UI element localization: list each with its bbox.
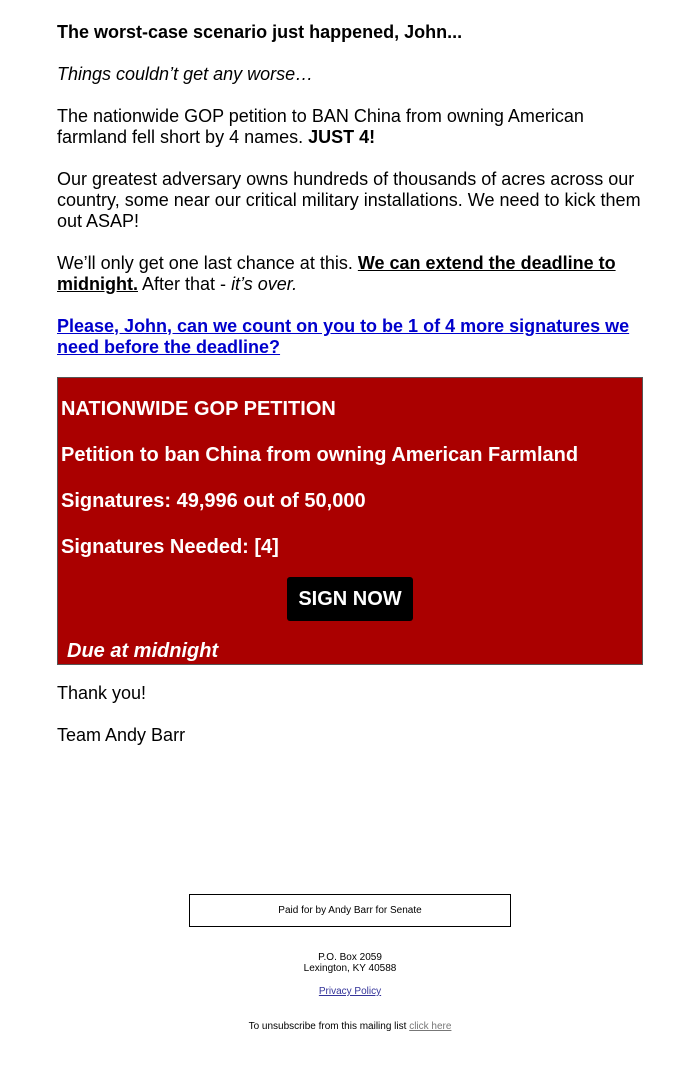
deadline-over: it’s over. [231,274,298,294]
email-closing [57,683,185,767]
petition-box[interactable] [57,377,643,665]
signoff: Team Andy Barr [57,725,186,745]
paragraph-petition-shortfall [57,106,647,148]
unsubscribe-link[interactable]: click here [409,1021,452,1032]
paragraph-adversary: Our greatest adversary owns hundreds of thousands of acres across our country, some near our critical military installations. We need to kick them out ASAP! [57,169,641,231]
email-subhead: Things couldn’t get any worse… [57,64,314,84]
unsubscribe-text: To unsubscribe from this mailing list [248,1021,407,1032]
signature-cta-link[interactable]: Please, John, can we count on you to be 1 of 4 more signatures we need before the deadline? [57,316,630,357]
petition-signature-count: Signatures: 49,996 out of 50,000 [61,490,366,512]
privacy-policy-link[interactable]: Privacy Policy [318,986,382,997]
address-line-1: P.O. Box 2059 [318,952,382,963]
petition-signatures-needed: Signatures Needed: [4] [61,536,279,558]
footer-address [0,952,700,974]
cta-paragraph [57,316,647,358]
footer-unsubscribe [0,1021,700,1032]
sign-now-button[interactable]: SIGN NOW [287,577,413,621]
petition-due: Due at midnight [67,640,219,662]
petition-subtitle: Petition to ban China from owning American Farmland [61,444,579,466]
paid-for-text: Paid for by Andy Barr for Senate [278,905,422,916]
shortfall-text: The nationwide GOP petition to BAN China from owning American farmland fell short by 4 names. [57,106,584,147]
petition-title: NATIONWIDE GOP PETITION [61,398,336,420]
email-headline: The worst-case scenario just happened, John... [57,22,463,42]
paragraph-deadline [57,253,647,295]
thank-you: Thank you! [57,683,147,703]
deadline-extension: We can extend the deadline to midnight. [57,253,616,294]
paid-for-box [189,894,511,927]
deadline-text: We’ll only get one last chance at this. [57,253,353,273]
email-body [57,22,647,379]
shortfall-emphasis: JUST 4! [308,127,376,147]
deadline-after: After that - [142,274,227,294]
address-line-2: Lexington, KY 40588 [303,963,397,974]
footer-privacy [0,986,700,997]
